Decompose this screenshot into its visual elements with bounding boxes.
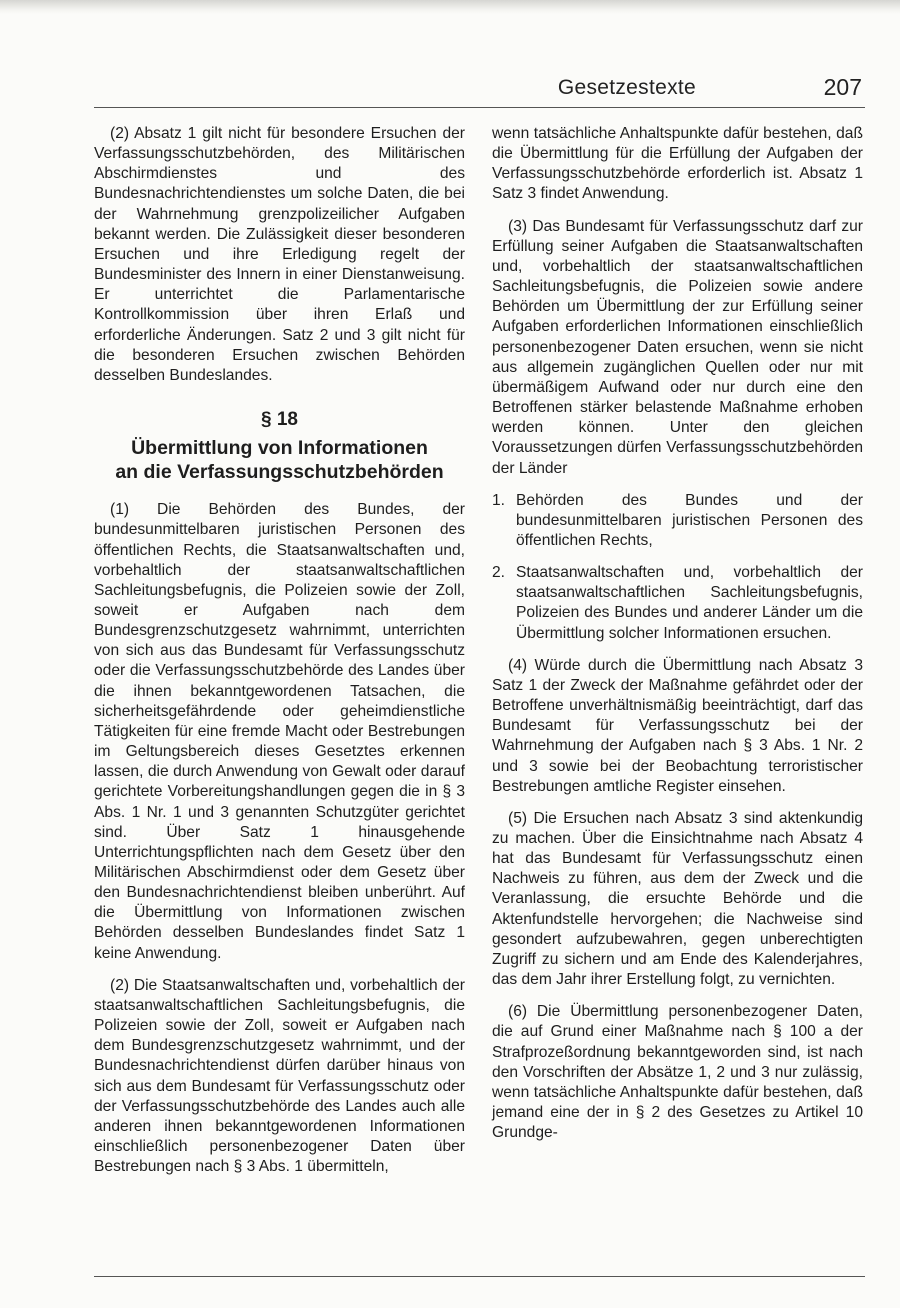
list-item bbox=[492, 491, 863, 551]
section-title-line-2: an die Verfassungsschutzbehörden bbox=[115, 461, 444, 484]
page-header bbox=[94, 76, 864, 106]
paragraph-18-6: (6) Die Übermittlung personenbezogener Daten, die auf Grund einer Maßnahme nach § 100 a der Strafprozeßordnung bekanntgeworden sind, ist nach den Vorschriften der Absätze 1, 2 und 3 nur zulässig, wenn tatsächliche Anhaltspunkte dafür bestehen, daß jemand eine der in § 2 des Gesetzes zu Artikel 10 Grundge- bbox=[492, 1003, 863, 1142]
paragraph-18-3: (3) Das Bundesamt für Verfassungsschutz darf zur Erfüllung seiner Aufgaben die Staatsanwaltschaften und, vorbehaltlich der staatsanwaltschaftlichen Sachleitungsbefugnis, die Polizeien sowie andere Behörden um Übermittlung der zur Erfüllung seiner Aufgaben erforderlichen Informationen einschließlich personenbezogener Daten ersuchen, wenn sie nicht aus allgemein zugänglichen Quellen oder nur mit übermäßigem Aufwand oder nur durch eine den Betroffenen stärker belastende Maßnahme erhoben werden können. Unter den gleichen Voraussetzungen dürfen Verfassungsschutzbehörden der Länder bbox=[492, 217, 863, 477]
running-title: Gesetzestexte bbox=[557, 76, 696, 99]
list-item-text: Staatsanwaltschaften und, vorbehaltlich der staatsanwaltschaftlichen Sachleitungsbefugnis, Polizeien des Bundes und anderer Länder um die Übermittlung solcher Informationen ersuchen. bbox=[516, 564, 863, 642]
paragraph-18-5: (5) Die Ersuchen nach Absatz 3 sind aktenkundig zu machen. Über die Einsichtnahme nach Absatz 4 hat das Bundesamt für Verfassungsschutz einen Nachweis zu führen, aus dem der Zweck und die Veranlassung, die ersuchte Behörde und die Aktenfundstelle hervorgehen; die Nachweise sind gesondert aufzubewahren, gegen unberechtigten Zugriff zu sichern und am Ende des Kalenderjahres, das dem Jahr ihrer Erstellung folgt, zu vernichten. bbox=[492, 809, 863, 989]
paragraph-18-4: (4) Würde durch die Übermittlung nach Absatz 3 Satz 1 der Zweck der Maßnahme gefährdet oder der Betroffene unverhältnismäßig beeinträchtigt, darf das Bundesamt für Verfassungsschutz bei der Wahrnehmung der Aufgaben nach § 3 Abs. 1 Nr. 2 und 3 sowie bei der Beobachtung terroristischer Bestrebungen amtliche Register einsehen. bbox=[492, 656, 863, 795]
scan-edge bbox=[0, 0, 900, 14]
header-rule bbox=[94, 107, 865, 108]
left-column bbox=[94, 124, 465, 1189]
paragraph-18-1: (1) Die Behörden des Bundes, der bundesunmittelbaren juristischen Personen des öffentlichen Rechts, die Staatsanwaltschaften und, vorbehaltlich der staatsanwaltschaftlichen Sachleitungsbefugnis, die Polizeien sowie der Zoll, soweit er Aufgaben nach dem Bundesgrenzschutzgesetz wahrnimmt, unterrichten von sich aus das Bundesamt für Verfassungsschutz oder die Verfassungsschutzbehörde des Landes über die ihnen bekanntgewordenen Tatsachen, die sicherheitsgefährdende oder geheimdienstliche Tätigkeiten für eine fremde Macht oder Bestrebungen im Geltungsbereich dieses Gesetztes erkennen lassen, die durch Anwendung von Gewalt oder darauf gerichtete Vorbereitungshandlungen gegen die in § 3 Abs. 1 Nr. 1 und 3 genannten Schutzgüter gerichtet sind. Über Satz 1 hinausgehende Unterrichtungspflichten nach dem Gesetz über den Militärischen Abschirmdienst oder dem Gesetz über den Bundesnachrichtendienst bleiben unberührt. Auf die Übermittlung von Informationen zwischen Behörden desselben Bundeslandes findet Satz 1 keine Anwendung. bbox=[94, 501, 465, 962]
list-item-number: 1. bbox=[492, 491, 506, 509]
list-item bbox=[492, 563, 863, 644]
footer-rule bbox=[94, 1276, 865, 1277]
right-column bbox=[492, 124, 863, 1155]
section-number: § 18 bbox=[261, 409, 298, 431]
list-item-text: Behörden des Bundes und der bundesunmittelbaren juristischen Personen des öffentlichen Rechts, bbox=[516, 491, 863, 549]
section-title-line-1: Übermittlung von Informationen bbox=[131, 437, 428, 460]
paragraph-17-2: (2) Absatz 1 gilt nicht für besondere Ersuchen der Verfassungsschutzbehörden, des Militärischen Abschirmdienstes und des Bundesnachrichtendienstes um solche Daten, die bei der Wahrnehmung grenzpolizeilicher Aufgaben bekannt werden. Die Zulässigkeit dieser besonderen Ersuchen und ihre Erledigung regelt der Bundesminister des Innern in einer Dienstanweisung. Er unterrichtet die Parlamentarische Kontrollkommission über ihren Erlaß und erforderliche Änderungen. Satz 2 und 3 gilt nicht für die besonderen Ersuchen zwischen Behörden desselben Bundeslandes. bbox=[94, 125, 465, 384]
page-number: 207 bbox=[823, 74, 862, 100]
list-item-number: 2. bbox=[492, 564, 506, 582]
section-title bbox=[94, 436, 465, 484]
numbered-list bbox=[492, 491, 863, 644]
section-heading bbox=[94, 410, 465, 484]
paragraph-18-2-continued: wenn tatsächliche Anhaltspunkte dafür bestehen, daß die Übermittlung für die Erfüllung der Aufgaben der Verfassungsschutzbehörde erforderlich ist. Absatz 1 Satz 3 findet Anwendung. bbox=[492, 125, 863, 203]
paragraph-18-2: (2) Die Staatsanwaltschaften und, vorbehaltlich der staatsanwaltschaftlichen Sachleitungsbefugnis, die Polizeien sowie der Zoll, soweit er Aufgaben nach dem Bundesgrenzschutzgesetz wahrnimmt, und der Bundesnachrichtendienst dürfen darüber hinaus von sich aus dem Bundesamt für Verfassungsschutz oder der Verfassungsschutzbehörde des Landes auch alle anderen ihnen bekanntgewordenen Informationen einschließlich personenbezogener Daten über Bestrebungen nach § 3 Abs. 1 übermitteln, bbox=[94, 976, 465, 1176]
